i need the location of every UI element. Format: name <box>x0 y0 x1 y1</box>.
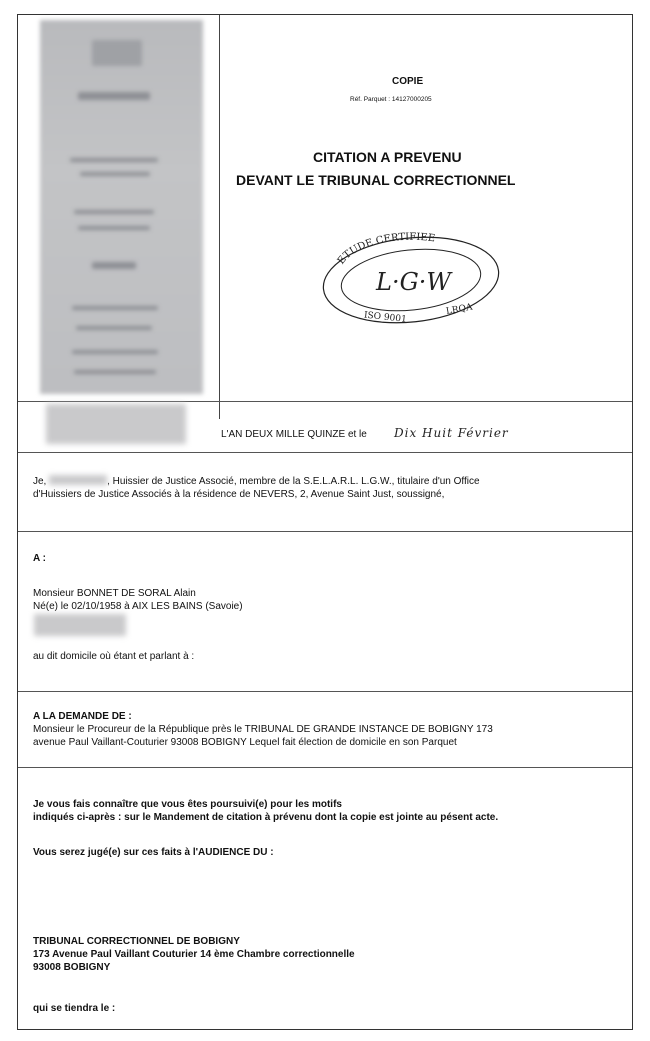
seal-iso-text: ISO 9001 <box>363 310 408 325</box>
redacted-text <box>78 92 150 100</box>
redacted-text <box>72 350 158 354</box>
demande-line1: Monsieur le Procureur de la République près le TRIBUNAL DE GRANDE INSTANCE DE BOBIGNY 173 <box>33 724 493 735</box>
divider-intro <box>18 531 632 532</box>
seal-center-text: L·G·W <box>376 268 452 296</box>
redacted-text <box>72 306 158 310</box>
divider-recipient <box>18 691 632 692</box>
copy-label: COPIE <box>392 76 424 87</box>
redacted-logo-panel <box>40 20 203 394</box>
tribunal-line1: TRIBUNAL CORRECTIONNEL DE BOBIGNY <box>33 936 240 947</box>
tribunal-line2: 173 Avenue Paul Vaillant Couturier 14 ème Chambre correctionnelle <box>33 949 355 960</box>
redacted-text <box>76 326 152 330</box>
certification-seal <box>318 226 505 326</box>
audience-label: Vous serez jugé(e) sur ces faits à l'AUDIENCE DU : <box>33 847 274 858</box>
intro-start: Je, <box>33 476 47 487</box>
divider-header <box>18 401 632 402</box>
tiendra-label: qui se tiendra le : <box>33 1003 116 1014</box>
poursuite-line2: indiqués ci-après : sur le Mandement de citation à prévenu dont la copie est jointe au pésent acte. <box>33 812 499 823</box>
redacted-name <box>49 475 107 485</box>
recipient-domicile: au dit domicile où étant et parlant à : <box>33 651 195 662</box>
document-title-line1: CITATION A PREVENU <box>313 149 462 165</box>
recipient-birth: Né(e) le 02/10/1958 à AIX LES BAINS (Savoie) <box>33 601 243 612</box>
document-title-line2: DEVANT LE TRIBUNAL CORRECTIONNEL <box>236 172 516 188</box>
redacted-text <box>80 172 150 176</box>
intro-line2: d'Huissiers de Justice Associés à la résidence de NEVERS, 2, Avenue Saint Just, soussigné, <box>33 489 445 500</box>
seal-lrqa-text: LRQA <box>445 302 474 318</box>
date-label: L'AN DEUX MILLE QUINZE et le <box>221 429 367 440</box>
header-divider-vertical <box>219 15 220 419</box>
redacted-text <box>70 158 158 162</box>
redacted-address <box>46 404 186 444</box>
demande-line2: avenue Paul Vaillant-Couturier 93008 BOBIGNY Lequel fait élection de domicile en son Parquet <box>33 737 457 748</box>
poursuite-line1: Je vous fais connaître que vous êtes poursuivi(e) pour les motifs <box>33 799 342 810</box>
intro-line1: , Huissier de Justice Associé, membre de la S.E.L.A.R.L. L.G.W., titulaire d'un Office <box>107 476 480 487</box>
redacted-recipient-address <box>34 614 126 636</box>
redacted-text <box>78 226 150 230</box>
redacted-text <box>74 210 154 214</box>
demande-heading: A LA DEMANDE DE : <box>33 711 132 722</box>
redacted-text <box>74 370 156 374</box>
recipient-name: Monsieur BONNET DE SORAL Alain <box>33 588 196 599</box>
redacted-text <box>92 262 136 269</box>
seal-top-text: ETUDE CERTIFIEE <box>335 231 436 267</box>
parquet-reference: Réf. Parquet : 14127000205 <box>350 96 432 103</box>
divider-date <box>18 452 632 453</box>
divider-demande <box>18 767 632 768</box>
recipient-heading: A : <box>33 553 46 564</box>
redacted-logo-mark <box>92 40 142 66</box>
intro-paragraph <box>33 474 480 501</box>
handwritten-date: Dix Huit Février <box>394 426 509 440</box>
tribunal-line3: 93008 BOBIGNY <box>33 962 111 973</box>
